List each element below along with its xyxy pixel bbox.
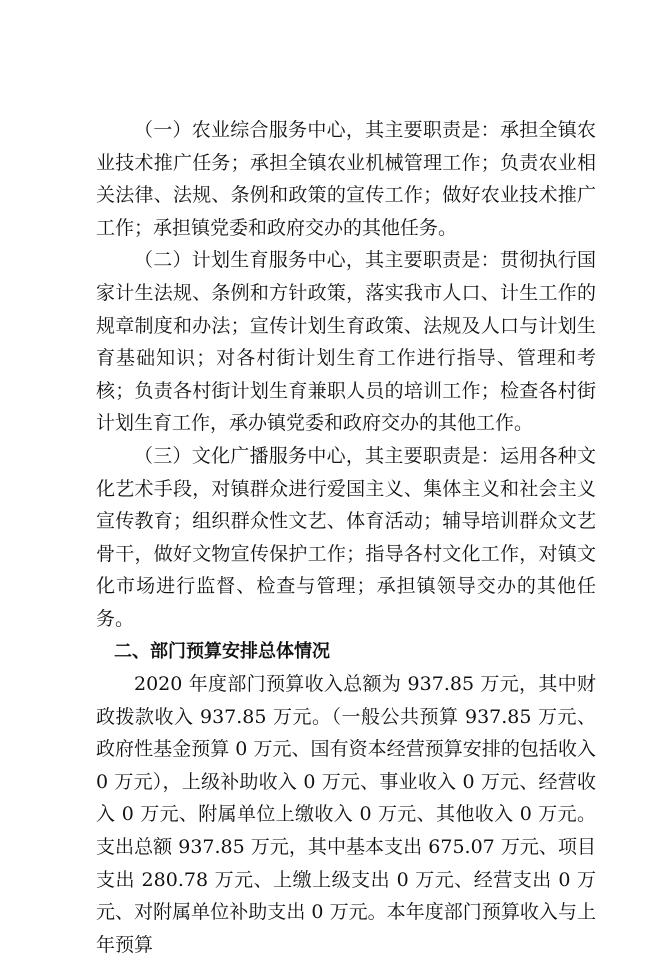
paragraph-family-planning-center: （二）计划生育服务中心，其主要职责是：贯彻执行国家计生法规、条例和方针政策，落实我市人口、计生工作的规章制度和办法；宣传计划生育政策、法规及人口与计划生育基础知识；对各村街计划生育工作进行指导、管理和考核；负责各村街计划生育兼职人员的培训工作；检查各村街计划生育工作，承办镇党委和政府交办的其他工作。 [96,249,596,435]
document-body [96,114,596,961]
paragraph-budget-summary: 2020 年度部门预算收入总额为 937.85 万元，其中财政拨款收入 937.85 万元。（一般公共预算 937.85 万元、政府性基金预算 0 万元、国有资本经营预算安排的包括收入 0 万元），上级补助收入 0 万元、事业收入 0 万元、经营收入 0 万元、附属单位上缴收入 0 万元、其他收入 0 万元。支出总额 937.85 万元，其中基本支出 675.07 万元、项目支出 280.78 万元、上缴上级支出 0 万元、经营支出 0 万元、对附属单位补助支出 0 万元。本年度部门预算收入与上年预算 [96,673,596,956]
section-heading-budget-overview: 二、部门预算安排总体情况 [114,640,330,662]
paragraph-agriculture-center: （一）农业综合服务中心，其主要职责是：承担全镇农业技术推广任务；承担全镇农业机械管理工作；负责农业相关法律、法规、条例和政策的宣传工作；做好农业技术推广工作；承担镇党委和政府交办的其他任务。 [96,119,596,239]
paragraph-culture-broadcast-center: （三）文化广播服务中心，其主要职责是：运用各种文化艺术手段，对镇群众进行爱国主义、集体主义和社会主义宣传教育；组织群众性文艺、体育活动；辅导培训群众文艺骨干，做好文物宣传保护工作；指导各村文化工作，对镇文化市场进行监督、检查与管理；承担镇领导交办的其他任务。 [96,444,596,630]
